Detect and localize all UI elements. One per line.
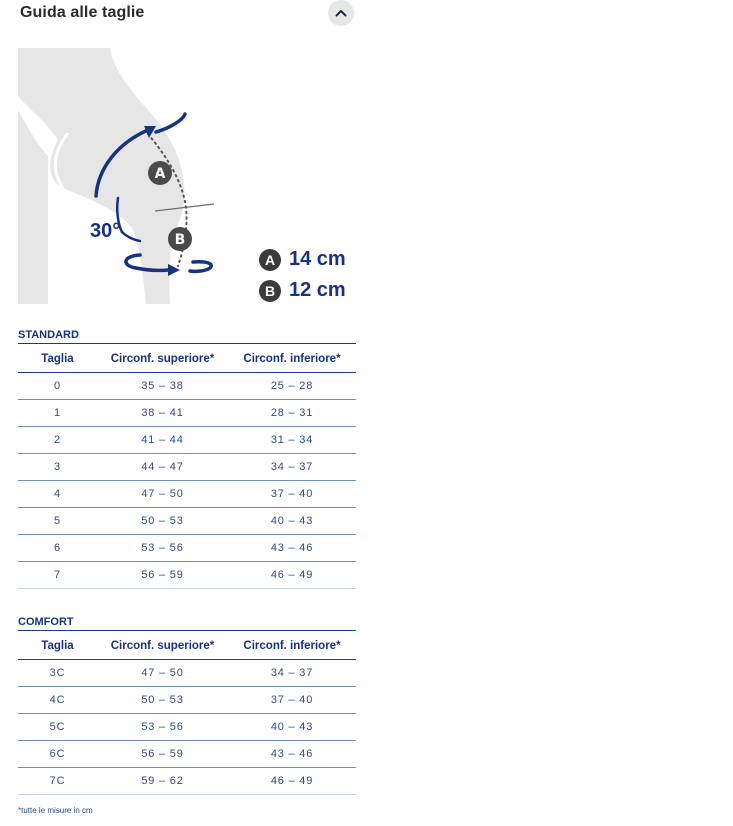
upper-cell: 38 – 41 <box>97 400 228 427</box>
size-cell: 4C <box>18 687 97 714</box>
collapse-toggle-button[interactable] <box>328 0 354 26</box>
table-header-row <box>18 344 356 373</box>
size-cell: 5C <box>18 714 97 741</box>
size-cell: 2 <box>18 427 97 454</box>
column-header-size: Taglia <box>18 631 97 660</box>
upper-cell: 50 – 53 <box>97 687 228 714</box>
upper-cell: 41 – 44 <box>97 427 228 454</box>
measure-b-badge: B <box>259 280 281 302</box>
point-a-label: A <box>154 166 166 182</box>
column-header-upper: Circonf. superiore* <box>97 344 228 373</box>
table-row <box>18 481 356 508</box>
table-row <box>18 714 356 741</box>
table-row <box>18 508 356 535</box>
column-header-size: Taglia <box>18 344 97 373</box>
table-row <box>18 562 356 589</box>
measure-a-value: 14 cm <box>289 248 346 270</box>
upper-cell: 56 – 59 <box>97 741 228 768</box>
size-cell: 7C <box>18 768 97 795</box>
lower-cell: 34 – 37 <box>228 660 356 687</box>
size-cell: 3 <box>18 454 97 481</box>
table-row <box>18 741 356 768</box>
lower-cell: 43 – 46 <box>228 535 356 562</box>
size-cell: 5 <box>18 508 97 535</box>
upper-cell: 59 – 62 <box>97 768 228 795</box>
upper-cell: 53 – 56 <box>97 535 228 562</box>
point-a-marker <box>148 161 172 185</box>
size-cell: 6 <box>18 535 97 562</box>
column-header-lower: Circonf. inferiore* <box>228 344 356 373</box>
lower-cell: 46 – 49 <box>228 768 356 795</box>
point-b-marker <box>168 227 192 251</box>
measure-a-row <box>259 248 346 271</box>
table-row <box>18 660 356 687</box>
upper-cell: 44 – 47 <box>97 454 228 481</box>
footnote: *tutte le misure in cm <box>18 806 93 815</box>
lower-cell: 28 – 31 <box>228 400 356 427</box>
knee-measurement-illustration <box>18 48 218 304</box>
upper-cell: 53 – 56 <box>97 714 228 741</box>
lower-cell: 31 – 34 <box>228 427 356 454</box>
lower-cell: 40 – 43 <box>228 714 356 741</box>
upper-cell: 47 – 50 <box>97 660 228 687</box>
lower-cell: 40 – 43 <box>228 508 356 535</box>
lower-cell: 25 – 28 <box>228 373 356 400</box>
measure-b-row <box>259 279 346 302</box>
measure-a-badge: A <box>259 249 281 271</box>
lower-cell: 37 – 40 <box>228 687 356 714</box>
standard-size-table <box>18 344 356 589</box>
upper-cell: 50 – 53 <box>97 508 228 535</box>
size-cell: 3C <box>18 660 97 687</box>
comfort-section <box>18 614 356 795</box>
angle-label: 30° <box>90 220 121 242</box>
standard-title: STANDARD <box>18 327 356 344</box>
table-row <box>18 373 356 400</box>
size-cell: 0 <box>18 373 97 400</box>
lower-cell: 43 – 46 <box>228 741 356 768</box>
table-row <box>18 400 356 427</box>
table-row <box>18 535 356 562</box>
table-row <box>18 427 356 454</box>
chevron-up-icon <box>335 9 347 17</box>
upper-cell: 47 – 50 <box>97 481 228 508</box>
section-title: Guida alle taglie <box>20 4 145 21</box>
upper-cell: 56 – 59 <box>97 562 228 589</box>
column-header-upper: Circonf. superiore* <box>97 631 228 660</box>
lower-cell: 34 – 37 <box>228 454 356 481</box>
standard-section <box>18 327 356 589</box>
size-cell: 7 <box>18 562 97 589</box>
column-header-lower: Circonf. inferiore* <box>228 631 356 660</box>
upper-cell: 35 – 38 <box>97 373 228 400</box>
comfort-size-table <box>18 631 356 795</box>
table-row <box>18 454 356 481</box>
table-header-row <box>18 631 356 660</box>
size-cell: 4 <box>18 481 97 508</box>
comfort-title: COMFORT <box>18 614 356 631</box>
measure-b-value: 12 cm <box>289 279 346 301</box>
table-row <box>18 687 356 714</box>
lower-cell: 37 – 40 <box>228 481 356 508</box>
lower-cell: 46 – 49 <box>228 562 356 589</box>
point-b-label: B <box>174 232 186 248</box>
size-cell: 6C <box>18 741 97 768</box>
size-cell: 1 <box>18 400 97 427</box>
table-row <box>18 768 356 795</box>
